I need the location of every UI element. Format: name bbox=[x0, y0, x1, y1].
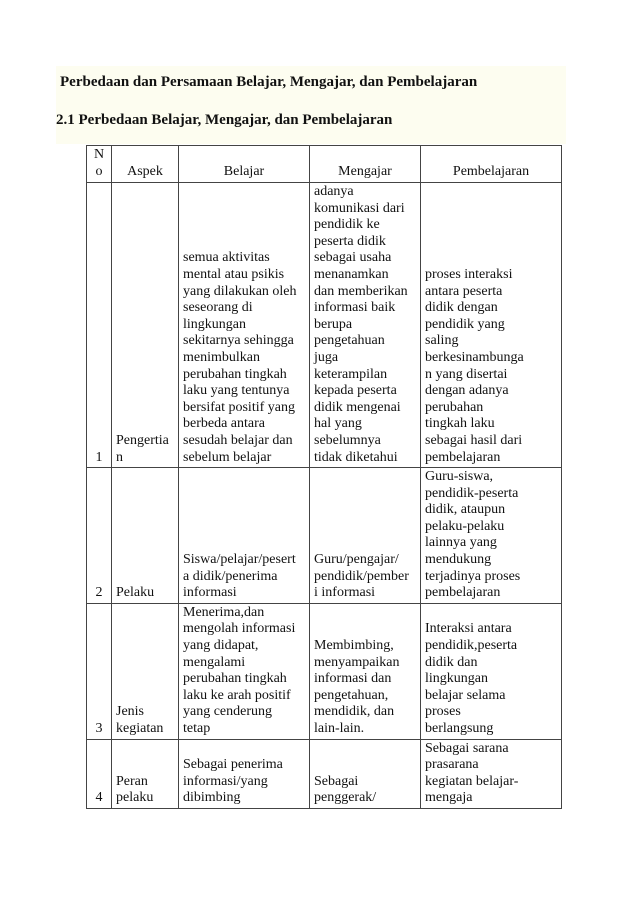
cell-line: tidak diketahui bbox=[314, 449, 398, 465]
cell-line: pembelajaran bbox=[425, 585, 501, 601]
cell-line: mengalami bbox=[183, 654, 246, 670]
cell-line: pelaku-pelaku bbox=[425, 518, 505, 534]
cell-line: Sebagai sarana bbox=[425, 740, 509, 756]
cell-line: juga bbox=[314, 349, 339, 365]
cell-line: menanamkan bbox=[314, 266, 389, 282]
cell-line: tingkah laku bbox=[425, 416, 495, 432]
cell-line: lain-lain. bbox=[314, 721, 365, 736]
cell-belajar bbox=[179, 468, 310, 604]
cell-line: lingkungan bbox=[425, 671, 488, 687]
table-row bbox=[87, 183, 562, 468]
cell-line: penggerak/ bbox=[314, 790, 377, 806]
cell-line: laku yang tentunya bbox=[183, 383, 290, 399]
cell-mengajar bbox=[310, 183, 421, 468]
cell-line: bersifat positif yang bbox=[183, 399, 295, 415]
cell-line: 3 bbox=[95, 721, 103, 736]
cell-line: Menerima,dan bbox=[183, 604, 265, 620]
cell-line: sekitarnya sehingga bbox=[183, 333, 294, 349]
cell-line: berlangsung bbox=[425, 721, 494, 736]
cell-line: informasi dan bbox=[314, 671, 392, 687]
cell-pembelajaran bbox=[421, 603, 562, 739]
header-no bbox=[87, 146, 112, 183]
cell-line: berupa bbox=[314, 316, 353, 332]
cell-line: sebelum belajar bbox=[183, 449, 272, 465]
cell-line: Interaksi antara bbox=[425, 621, 512, 637]
cell-line: laku ke arah positif bbox=[183, 687, 291, 703]
cell-line: proses interaksi bbox=[425, 266, 513, 282]
cell-line: Guru/pengajar/ bbox=[314, 552, 399, 568]
cell-line: 1 bbox=[95, 449, 103, 465]
header-mengajar bbox=[310, 146, 421, 183]
cell-line: pengetahuan bbox=[314, 333, 385, 349]
section-heading: 2.1 Perbedaan Belajar, Mengajar, dan Pembelajaran bbox=[56, 112, 393, 128]
cell-mengajar bbox=[310, 603, 421, 739]
cell-line: Sebagai bbox=[314, 773, 359, 789]
cell-line: i informasi bbox=[314, 585, 376, 601]
cell-aspek bbox=[112, 468, 179, 604]
cell-mengajar bbox=[310, 739, 421, 808]
cell-belajar bbox=[179, 603, 310, 739]
cell-line: didik dan bbox=[425, 654, 478, 670]
cell-line: a didik/penerima bbox=[183, 568, 278, 584]
cell-line: Peran bbox=[116, 773, 148, 789]
cell-no bbox=[87, 739, 112, 808]
cell-pembelajaran bbox=[421, 468, 562, 604]
table-row bbox=[87, 468, 562, 604]
table-row bbox=[87, 739, 562, 808]
cell-line: pendidik ke bbox=[314, 217, 380, 233]
cell-belajar bbox=[179, 183, 310, 468]
cell-line: mendidik, dan bbox=[314, 704, 395, 720]
cell-line: terjadinya proses bbox=[425, 568, 521, 584]
cell-line: dengan adanya bbox=[425, 383, 509, 399]
cell-line: Aspek bbox=[127, 164, 163, 180]
cell-line: Belajar bbox=[223, 164, 265, 180]
cell-line: belajar selama bbox=[425, 687, 506, 703]
cell-line: o bbox=[95, 163, 103, 179]
table-header-row bbox=[87, 146, 562, 183]
cell-line: 4 bbox=[95, 790, 103, 806]
cell-no bbox=[87, 183, 112, 468]
cell-pembelajaran bbox=[421, 739, 562, 808]
cell-line: kegiatan belajar- bbox=[425, 773, 519, 789]
cell-no bbox=[87, 603, 112, 739]
cell-line: semua aktivitas bbox=[183, 250, 270, 266]
cell-line: n yang disertai bbox=[425, 366, 508, 382]
cell-line: perubahan tingkah bbox=[183, 366, 287, 382]
cell-line: n bbox=[116, 449, 123, 465]
cell-line: mengolah informasi bbox=[183, 621, 296, 637]
cell-line: pelaku bbox=[116, 790, 154, 806]
cell-line: didik, ataupun bbox=[425, 502, 506, 518]
cell-line: sesudah belajar dan bbox=[183, 432, 293, 448]
cell-line: pendidik yang bbox=[425, 316, 505, 332]
cell-line: N bbox=[93, 147, 105, 162]
cell-line: yang didapat, bbox=[183, 638, 259, 654]
cell-line: berkesinambunga bbox=[425, 349, 524, 365]
cell-line: Pengertia bbox=[116, 432, 169, 448]
cell-line: Membimbing, bbox=[314, 638, 394, 654]
cell-line: seseorang di bbox=[183, 300, 253, 316]
cell-line: berbeda antara bbox=[183, 416, 265, 432]
cell-line: Guru-siswa, bbox=[425, 469, 494, 485]
cell-line: didik dengan bbox=[425, 300, 498, 316]
cell-line: kepada peserta bbox=[314, 383, 397, 399]
cell-line: proses bbox=[425, 704, 461, 720]
cell-line: sebagai usaha bbox=[314, 250, 392, 266]
cell-line: 2 bbox=[95, 585, 103, 601]
cell-line: yang dilakukan oleh bbox=[183, 283, 297, 299]
cell-line: pendidik,peserta bbox=[425, 638, 518, 654]
cell-line: prasarana bbox=[425, 757, 479, 773]
cell-no bbox=[87, 468, 112, 604]
cell-line: sebelumnya bbox=[314, 432, 381, 448]
cell-line: dibimbing bbox=[183, 790, 241, 806]
cell-pembelajaran bbox=[421, 183, 562, 468]
cell-line: lingkungan bbox=[183, 316, 246, 332]
cell-line: hal yang bbox=[314, 416, 362, 432]
cell-line: lainnya yang bbox=[425, 535, 497, 551]
cell-line: mendukung bbox=[425, 552, 492, 568]
cell-line: Jenis bbox=[116, 704, 144, 720]
cell-line: adanya bbox=[314, 184, 354, 199]
document-title: Perbedaan dan Persamaan Belajar, Mengajar, dan Pembelajaran bbox=[60, 74, 478, 90]
cell-line: pengetahuan, bbox=[314, 687, 389, 703]
cell-line: saling bbox=[425, 333, 459, 349]
cell-line: Sebagai penerima bbox=[183, 757, 283, 773]
cell-line: kegiatan bbox=[116, 721, 164, 736]
cell-line: Siswa/pelajar/pesert bbox=[183, 552, 296, 568]
comparison-table bbox=[86, 145, 562, 809]
table-row bbox=[87, 603, 562, 739]
cell-line: keterampilan bbox=[314, 366, 388, 382]
header-belajar bbox=[179, 146, 310, 183]
cell-line: pembelajaran bbox=[425, 449, 501, 465]
cell-line: didik mengenai bbox=[314, 399, 401, 415]
cell-line: komunikasi dari bbox=[314, 200, 405, 216]
cell-line: Pembelajaran bbox=[452, 164, 530, 180]
cell-line: pendidik-peserta bbox=[425, 485, 519, 501]
header-pembelajaran bbox=[421, 146, 562, 183]
cell-line: informasi baik bbox=[314, 300, 396, 316]
cell-aspek bbox=[112, 183, 179, 468]
cell-line: dan memberikan bbox=[314, 283, 408, 299]
cell-line: mental atau psikis bbox=[183, 266, 285, 282]
cell-mengajar bbox=[310, 468, 421, 604]
cell-line: perubahan bbox=[425, 399, 484, 415]
cell-aspek bbox=[112, 739, 179, 808]
cell-line: informasi bbox=[183, 585, 237, 601]
cell-line: antara peserta bbox=[425, 283, 503, 299]
cell-aspek bbox=[112, 603, 179, 739]
cell-line: peserta didik bbox=[314, 233, 386, 249]
cell-line: Pelaku bbox=[116, 585, 155, 601]
cell-line: menimbulkan bbox=[183, 349, 260, 365]
cell-line: perubahan tingkah bbox=[183, 671, 287, 687]
cell-belajar bbox=[179, 739, 310, 808]
cell-line: informasi/yang bbox=[183, 773, 268, 789]
cell-line: yang cenderung bbox=[183, 704, 273, 720]
table-body bbox=[87, 146, 562, 809]
cell-line: pendidik/pember bbox=[314, 568, 409, 584]
cell-line: mengaja bbox=[425, 790, 473, 806]
cell-line: tetap bbox=[183, 721, 211, 736]
cell-line: menyampaikan bbox=[314, 654, 400, 670]
cell-line: Mengajar bbox=[338, 164, 392, 180]
header-aspek bbox=[112, 146, 179, 183]
cell-line: sebagai hasil dari bbox=[425, 432, 523, 448]
